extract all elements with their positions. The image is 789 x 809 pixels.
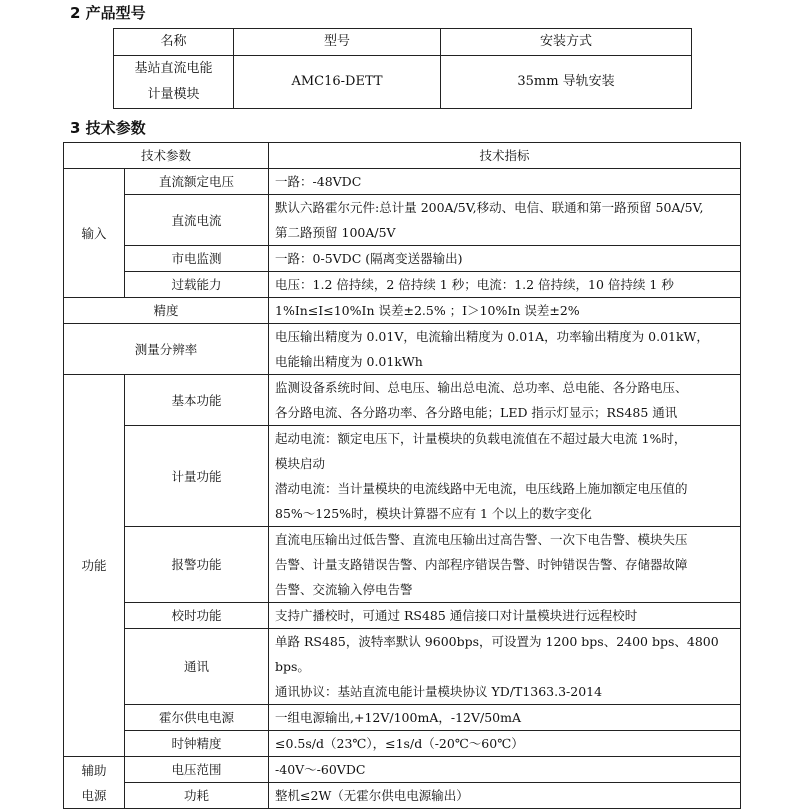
table-row (64, 195, 741, 246)
value-line: 潜动电流：当计量模块的电流线路中无电流，电压线路上施加额定电压值的 (275, 481, 688, 496)
param-name: 直流额定电压 (125, 169, 269, 195)
section-2-heading: 2 产品型号 (70, 4, 146, 22)
value-line: 告警、交流输入停电告警 (275, 582, 413, 597)
param-name: 基本功能 (125, 375, 269, 426)
param-value (269, 375, 741, 426)
table-row (64, 272, 741, 298)
value-line: 第二路预留 100A/5V (275, 225, 396, 240)
product-name-cell (114, 56, 234, 109)
product-model-table (113, 28, 692, 109)
table-row (64, 527, 741, 603)
param-value (269, 324, 741, 375)
product-name-line: 计量模块 (147, 87, 200, 102)
product-name-line: 基站直流电能 (134, 61, 213, 76)
header-cell: 型号 (234, 29, 441, 56)
model-cell: AMC16-DETT (234, 56, 441, 109)
table-row (114, 56, 692, 109)
value-line: 电能输出精度为 0.01kWh (275, 354, 423, 369)
header-cell: 技术指标 (269, 143, 741, 169)
param-name: 时钟精度 (125, 731, 269, 757)
table-row (64, 169, 741, 195)
value-line: 监测设备系统时间、总电压、输出总电流、总功率、总电能、各分路电压、 (275, 380, 688, 395)
table-row (64, 629, 741, 705)
value-line: ≤0.5s/d（23℃），≤1s/d（-20℃～60℃） (275, 736, 524, 751)
param-name: 过载能力 (125, 272, 269, 298)
value-line: 支持广播校时，可通过 RS485 通信接口对计量模块进行远程校时 (275, 608, 638, 623)
table-header-row (64, 143, 741, 169)
table-row (64, 731, 741, 757)
param-value (269, 629, 741, 705)
value-line: 1%In≤I≤10%In 误差±2.5% ；I＞10%In 误差±2% (275, 303, 580, 318)
table-row (64, 783, 741, 809)
param-value (269, 195, 741, 246)
table-header-row (114, 29, 692, 56)
param-value (269, 527, 741, 603)
value-line: 整机≤2W（无霍尔供电电源输出） (275, 788, 469, 803)
param-name: 精度 (64, 298, 269, 324)
value-line: 默认六路霍尔元件:总计量 200A/5V,移动、电信、联通和第一路预留 50A/5V, (275, 200, 704, 215)
header-cell: 安装方式 (441, 29, 692, 56)
value-line: 模块启动 (275, 456, 326, 471)
value-line: 直流电压输出过低告警、直流电压输出过高告警、一次下电告警、模块失压 (275, 532, 688, 547)
param-value (269, 757, 741, 783)
group-label-line: 电源 (81, 787, 107, 803)
param-name: 电压范围 (125, 757, 269, 783)
param-value (269, 426, 741, 527)
group-label-aux-power (64, 757, 125, 809)
table-row (64, 603, 741, 629)
table-row (64, 426, 741, 527)
param-name: 通讯 (125, 629, 269, 705)
value-line: -40V～-60VDC (275, 762, 366, 777)
param-name: 市电监测 (125, 246, 269, 272)
param-value (269, 246, 741, 272)
param-name: 计量功能 (125, 426, 269, 527)
param-name: 报警功能 (125, 527, 269, 603)
param-name: 校时功能 (125, 603, 269, 629)
value-line: 一组电源输出,+12V/100mA，-12V/50mA (275, 710, 521, 725)
table-row (64, 324, 741, 375)
table-row (64, 705, 741, 731)
value-line: 电压：1.2 倍持续，2 倍持续 1 秒；电流：1.2 倍持续，10 倍持续 1 秒 (275, 277, 674, 292)
value-line: 电压输出精度为 0.01V，电流输出精度为 0.01A，功率输出精度为 0.01kW， (275, 329, 709, 344)
param-value (269, 783, 741, 809)
value-line: 一路：0-5VDC (隔离变送器输出) (275, 251, 463, 266)
value-line: 通讯协议：基站直流电能计量模块协议 YD/T1363.3-2014 (275, 684, 603, 699)
param-value (269, 272, 741, 298)
group-label-function: 功能 (64, 375, 125, 757)
header-cell: 名称 (114, 29, 234, 56)
param-name: 功耗 (125, 783, 269, 809)
param-value (269, 298, 741, 324)
value-line: 一路：-48VDC (275, 174, 362, 189)
value-line: 85%～125%时，模块计算器不应有 1 个以上的数字变化 (275, 506, 592, 521)
param-name: 直流电流 (125, 195, 269, 246)
param-value (269, 603, 741, 629)
value-line: 告警、计量支路错误告警、内部程序错误告警、时钟错误告警、存储器故障 (275, 557, 688, 572)
table-row (64, 375, 741, 426)
tech-spec-table (63, 142, 741, 809)
group-label-input: 输入 (64, 169, 125, 298)
param-value (269, 705, 741, 731)
param-name: 霍尔供电电源 (125, 705, 269, 731)
header-cell: 技术参数 (64, 143, 269, 169)
param-value (269, 169, 741, 195)
param-value (269, 731, 741, 757)
value-line: 单路 RS485，波特率默认 9600bps，可设置为 1200 bps、2400 bps、4800 bps。 (275, 634, 719, 674)
value-line: 起动电流：额定电压下，计量模块的负载电流值在不超过最大电流 1%时， (275, 431, 687, 446)
table-row (64, 757, 741, 783)
group-label-line: 辅助 (81, 762, 107, 778)
install-cell: 35mm 导轨安装 (441, 56, 692, 109)
param-name: 测量分辨率 (64, 324, 269, 375)
section-3-heading: 3 技术参数 (70, 119, 146, 137)
table-row (64, 246, 741, 272)
value-line: 各分路电流、各分路功率、各分路电能；LED 指示灯显示；RS485 通讯 (275, 405, 678, 420)
table-row (64, 298, 741, 324)
